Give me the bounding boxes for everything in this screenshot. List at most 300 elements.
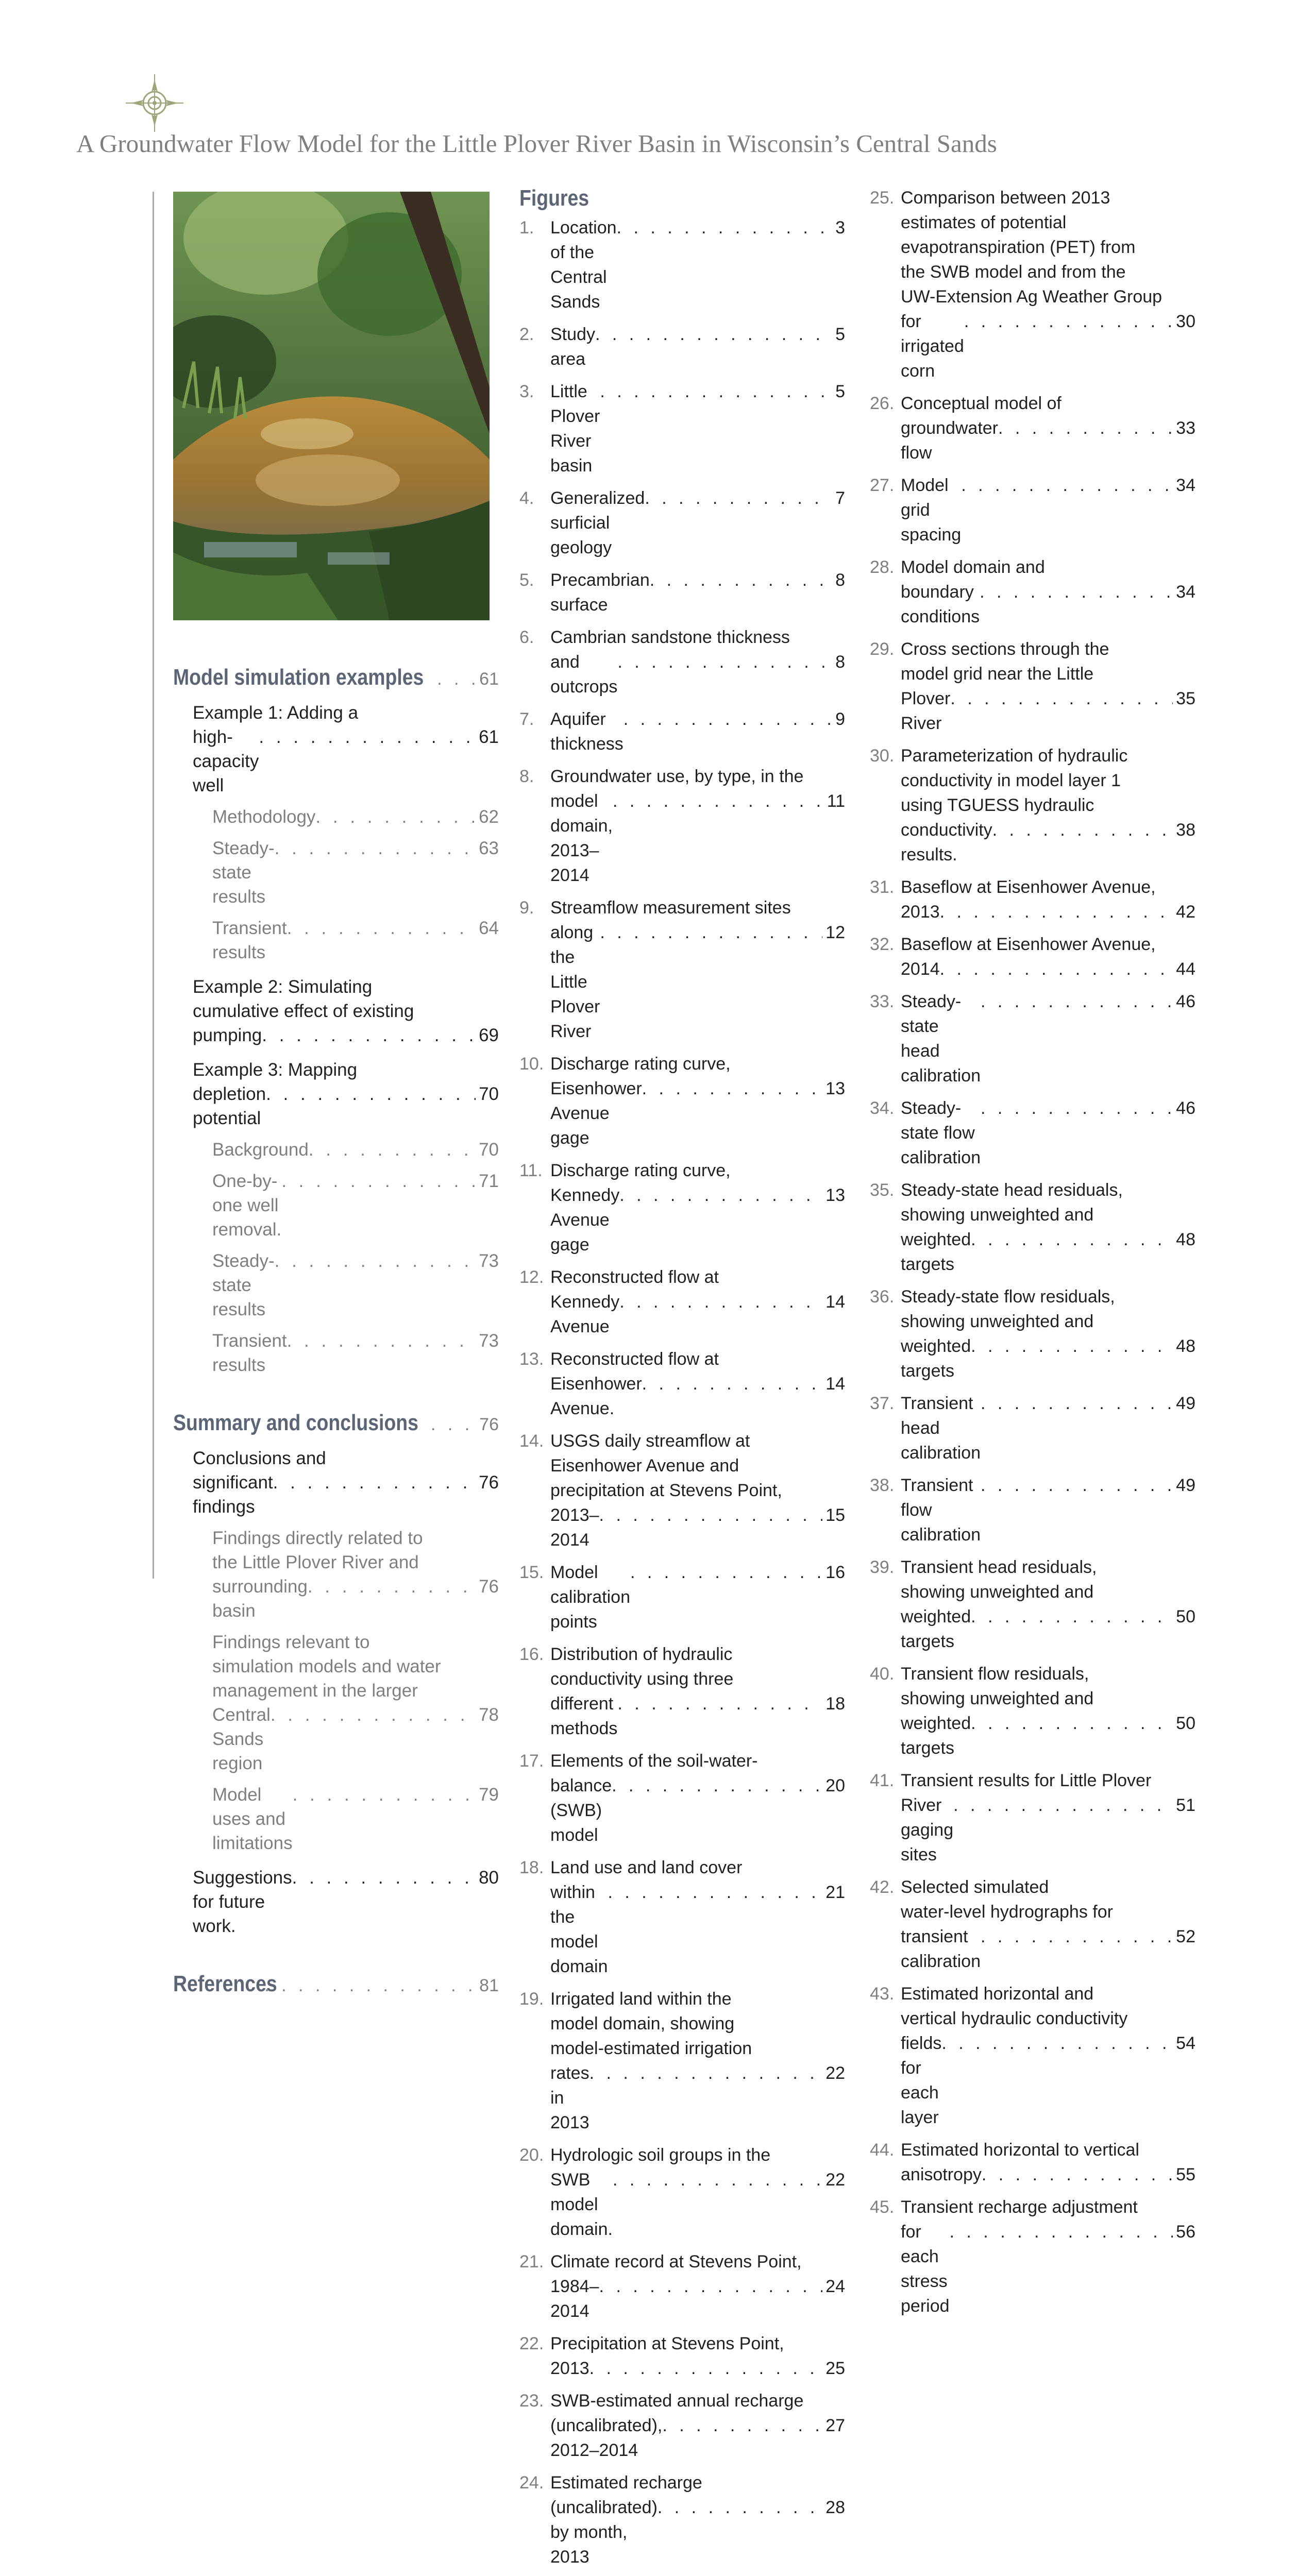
figure-caption	[550, 1987, 845, 2135]
page-number: 56	[1176, 2222, 1195, 2242]
page-number: 38	[1176, 820, 1195, 840]
figure-entry[interactable]	[870, 1555, 1195, 1654]
figure-entry[interactable]	[870, 1981, 1195, 2130]
figure-caption-label-line: Elements of the soil-water-	[550, 1751, 758, 1771]
figure-number: 1.	[519, 218, 534, 238]
figure-caption-last-line	[901, 957, 1195, 981]
toc-subentry-label-line: simulation models and water	[212, 1656, 441, 1676]
dot-leader	[617, 215, 833, 240]
figure-entry[interactable]	[519, 707, 845, 756]
dot-leader	[617, 1691, 822, 1716]
figure-number: 12.	[519, 1267, 544, 1287]
figure-entry[interactable]	[519, 1429, 845, 1552]
figure-entry[interactable]	[519, 2143, 845, 2242]
dot-leader	[292, 1866, 476, 1890]
figure-caption-label-line: Land use and land cover	[550, 1858, 743, 1877]
page-number: 18	[826, 1694, 845, 1714]
figure-caption-label-line: 2013	[550, 2359, 589, 2378]
figure-caption-label-line: Selected simulated	[901, 1877, 1049, 1897]
toc-entry-label-line: cumulative effect of existing	[193, 1001, 414, 1021]
toc-subentry-last-line	[212, 1574, 499, 1623]
figure-caption-label-line: Hydrologic soil groups in the	[550, 2145, 771, 2165]
figure-caption	[550, 1642, 845, 1741]
figure-caption	[550, 322, 845, 371]
page-number: 22	[826, 2170, 845, 2190]
figure-caption-last-line	[550, 2061, 845, 2135]
dot-leader	[315, 805, 476, 829]
figure-number: 13.	[519, 1349, 544, 1369]
figure-caption-label-line: anisotropy	[901, 2165, 982, 2184]
figure-entry[interactable]	[519, 2470, 845, 2569]
figure-number: 3.	[519, 382, 534, 401]
figure-caption-label-line: water-level hydrographs for	[901, 1902, 1113, 1922]
figure-number: 24.	[519, 2473, 544, 2493]
figure-entry[interactable]	[870, 1662, 1195, 1760]
toc-subentry[interactable]	[212, 1169, 499, 1242]
dot-leader	[981, 1096, 1173, 1121]
figure-entry[interactable]	[519, 379, 845, 478]
toc-entry-last-line	[193, 725, 499, 798]
toc-subentry-label-line: Steady-state results	[212, 838, 275, 907]
figure-entry[interactable]	[519, 1642, 845, 1741]
figure-entry[interactable]	[519, 625, 845, 699]
figure-caption-last-line	[550, 1773, 845, 1848]
page-number: 5	[835, 382, 845, 401]
figure-entry[interactable]	[519, 895, 845, 1044]
page-number: 49	[1176, 1476, 1195, 1495]
dot-leader	[982, 2162, 1173, 2187]
figure-caption	[550, 1052, 845, 1150]
dot-leader	[619, 1290, 822, 1314]
page-number: 73	[479, 1251, 499, 1271]
figure-caption-last-line	[550, 486, 845, 560]
figure-entry[interactable]	[519, 1855, 845, 1979]
page-number: 42	[1176, 902, 1195, 922]
figure-caption	[901, 555, 1195, 629]
figure-entry[interactable]	[519, 2249, 845, 2324]
figure-entry[interactable]	[519, 486, 845, 560]
dot-leader	[971, 1334, 1173, 1359]
dot-leader	[619, 1183, 822, 1208]
figure-entry[interactable]	[870, 637, 1195, 736]
figure-caption-last-line	[901, 1924, 1195, 1974]
page-number: 80	[479, 1868, 499, 1888]
figure-caption-label-line: Estimated horizontal and	[901, 1984, 1094, 2004]
toc-entry-label-line: Conclusions and	[193, 1448, 326, 1468]
figure-caption-label-line: conductivity using three	[550, 1669, 734, 1689]
figure-caption	[550, 1560, 845, 1634]
figure-number: 4.	[519, 488, 534, 508]
figure-entry[interactable]	[870, 185, 1195, 383]
figure-number: 26.	[870, 394, 895, 413]
figure-caption-last-line	[901, 686, 1195, 736]
figure-caption	[901, 1662, 1195, 1760]
page-number: 81	[479, 1976, 499, 1995]
page-number: 33	[1176, 418, 1195, 438]
figure-caption-last-line	[550, 1076, 845, 1150]
page-number: 52	[1176, 1927, 1195, 1946]
toc-entry-last-line	[193, 1082, 499, 1130]
toc-subentry-label-line: Findings relevant to	[212, 1632, 370, 1652]
toc-subentry-last-line	[212, 1169, 499, 1242]
toc-subentry[interactable]	[212, 1526, 499, 1623]
figure-number: 31.	[870, 877, 895, 897]
page-number: 28	[826, 2498, 845, 2517]
page-number: 71	[479, 1171, 499, 1191]
toc-entry-label-line: high-capacity well	[193, 727, 259, 795]
figure-number: 36.	[870, 1287, 895, 1307]
figure-caption-last-line	[901, 2162, 1195, 2187]
figure-caption-last-line	[550, 568, 845, 617]
figure-caption-label-line: Model grid spacing	[901, 476, 962, 545]
figure-caption-last-line	[901, 1334, 1195, 1383]
figure-caption	[901, 1555, 1195, 1654]
toc-section-heading[interactable]	[173, 665, 499, 690]
figure-entry[interactable]	[870, 555, 1195, 629]
figure-number: 33.	[870, 992, 895, 1011]
figure-caption-label-line: Baseflow at Eisenhower Avenue,	[901, 935, 1156, 954]
figure-caption	[550, 1158, 845, 1257]
figure-caption-label-line: fields for each layer	[901, 2033, 942, 2127]
figure-caption-label-line: (uncalibrated) by month, 2013	[550, 2498, 658, 2567]
dot-leader	[981, 1473, 1173, 1498]
toc-entry[interactable]	[193, 1866, 499, 1938]
figure-entry[interactable]	[870, 1284, 1195, 1383]
dot-leader	[273, 1470, 476, 1495]
figure-caption-label-line: Transient head residuals,	[901, 1557, 1097, 1577]
dot-leader	[259, 725, 476, 749]
figure-entry[interactable]	[519, 568, 845, 617]
figure-number: 5.	[519, 570, 534, 590]
figure-caption-label-line: Transient flow calibration	[901, 1476, 981, 1545]
figure-caption-label-line: Transient results for Little Plover	[901, 1771, 1152, 1790]
toc-subentry-last-line	[212, 836, 499, 909]
figure-caption-label-line: along the Little Plover River	[550, 923, 600, 1041]
page-number: 61	[479, 669, 499, 689]
figure-caption	[550, 764, 845, 888]
figure-caption	[901, 1284, 1195, 1383]
dot-leader	[961, 473, 1173, 498]
page-number: 30	[1176, 312, 1195, 331]
figure-number: 15.	[519, 1563, 544, 1582]
figure-entry[interactable]	[870, 989, 1195, 1088]
toc-subentry-last-line	[212, 1329, 499, 1377]
figure-caption-last-line	[550, 379, 845, 478]
dot-leader	[589, 2061, 823, 2086]
figure-caption-label-line: Conceptual model of	[901, 394, 1062, 413]
figure-entry[interactable]	[519, 322, 845, 371]
figure-number: 17.	[519, 1751, 544, 1771]
dot-leader	[624, 707, 832, 732]
figure-number: 30.	[870, 746, 895, 766]
figure-caption-label-line: estimates of potential	[901, 213, 1067, 232]
toc-subentry[interactable]	[212, 1329, 499, 1377]
figure-entry[interactable]	[519, 2331, 845, 2381]
figure-caption-last-line	[901, 416, 1195, 465]
page-number: 5	[835, 325, 845, 344]
page-number: 15	[826, 1505, 845, 1525]
figure-entry[interactable]	[870, 1096, 1195, 1170]
dot-leader	[964, 309, 1173, 334]
figure-caption-last-line	[550, 2356, 845, 2381]
page-number: 46	[1176, 1098, 1195, 1118]
toc-entry-last-line	[193, 1023, 499, 1047]
dot-leader	[971, 1604, 1173, 1629]
page-number: 55	[1176, 2165, 1195, 2184]
vertical-rule	[153, 192, 154, 1579]
figure-entry[interactable]	[519, 1987, 845, 2135]
figure-caption-label-line: UW-Extension Ag Weather Group	[901, 287, 1163, 307]
figure-number: 21.	[519, 2252, 544, 2272]
toc-subentry-last-line	[212, 1138, 499, 1162]
page-number: 51	[1176, 1795, 1195, 1815]
dot-leader	[293, 1783, 476, 1807]
figure-number: 14.	[519, 1431, 544, 1451]
figures-heading: Figures	[519, 185, 589, 211]
page-number: 20	[826, 1776, 845, 1795]
figure-caption-label-line: Steady-state head calibration	[901, 992, 981, 1086]
page-number: 70	[479, 1140, 499, 1160]
toc-subentry[interactable]	[212, 1783, 499, 1855]
figure-caption-label-line: model domain, 2013–2014	[550, 791, 613, 885]
figure-entry[interactable]	[870, 932, 1195, 981]
figure-caption-label-line: Reconstructed flow at	[550, 1267, 719, 1287]
figure-caption-last-line	[901, 1227, 1195, 1277]
figure-caption-label-line: Irrigated land within the	[550, 1989, 732, 2009]
figure-caption	[901, 2138, 1195, 2187]
toc-subentry[interactable]	[212, 836, 499, 909]
figure-caption	[901, 743, 1195, 867]
toc-subentry-label-line: Transient results	[212, 1331, 287, 1375]
figure-entry[interactable]	[870, 1875, 1195, 1974]
contents-column	[173, 665, 499, 1997]
dot-leader	[998, 416, 1173, 440]
page-number: 50	[1176, 1607, 1195, 1626]
figure-caption	[550, 1429, 845, 1552]
figure-caption	[901, 1178, 1195, 1277]
figure-number: 35.	[870, 1180, 895, 1200]
figure-caption-label-line: Distribution of hydraulic	[550, 1645, 733, 1664]
figure-number: 22.	[519, 2334, 544, 2353]
figure-caption-label-line: Eisenhower Avenue gage	[550, 1079, 642, 1148]
figure-number: 34.	[870, 1098, 895, 1118]
page-number: 8	[835, 652, 845, 672]
figure-number: 27.	[870, 476, 895, 495]
figure-entry[interactable]	[519, 1265, 845, 1339]
toc-entry[interactable]	[193, 1446, 499, 1519]
figure-caption-label-line: 1984–2014	[550, 2277, 599, 2321]
toc-entry-label-line: pumping	[193, 1025, 262, 1045]
figure-caption-label-line: showing unweighted and	[901, 1312, 1094, 1331]
figure-entry[interactable]	[519, 1052, 845, 1150]
figure-entry[interactable]	[519, 215, 845, 314]
figure-caption-label-line: model-estimated irrigation	[550, 2039, 752, 2058]
toc-subentry[interactable]	[212, 916, 499, 964]
page-number: 22	[826, 2063, 845, 2083]
figure-caption-label-line: Discharge rating curve,	[550, 1054, 731, 1074]
figure-number: 11.	[519, 1161, 543, 1180]
figure-caption-last-line	[901, 818, 1195, 867]
figure-number: 18.	[519, 1858, 544, 1877]
figure-caption-label-line: precipitation at Stevens Point,	[550, 1481, 782, 1500]
figure-caption-label-line: USGS daily streamflow at	[550, 1431, 750, 1451]
figure-caption-label-line: Precipitation at Stevens Point,	[550, 2334, 784, 2353]
figure-number: 19.	[519, 1989, 544, 2009]
toc-subentry[interactable]	[212, 805, 499, 829]
figures-column-2	[870, 185, 1195, 2326]
figure-caption-label-line: showing unweighted and	[901, 1582, 1094, 1602]
toc-subentry[interactable]	[212, 1630, 499, 1775]
dot-leader	[287, 1329, 476, 1353]
toc-subentry[interactable]	[212, 1249, 499, 1321]
figure-caption	[901, 989, 1195, 1088]
figure-number: 7.	[519, 709, 534, 729]
figure-entry[interactable]	[870, 1178, 1195, 1277]
toc-entry-label-line: Example 3: Mapping	[193, 1060, 358, 1080]
figure-number: 9.	[519, 898, 534, 918]
figure-caption-label-line: Comparison between 2013	[901, 188, 1110, 208]
page-number: 49	[1176, 1394, 1195, 1413]
figure-caption-last-line	[550, 650, 845, 699]
figure-caption-last-line	[550, 2413, 845, 2463]
page-number: 50	[1176, 1714, 1195, 1733]
toc-section-heading[interactable]	[173, 1410, 499, 1436]
page-number: 34	[1176, 582, 1195, 602]
figure-caption-last-line	[550, 1183, 845, 1257]
dot-leader	[658, 2495, 822, 2520]
figure-number: 39.	[870, 1557, 895, 1577]
figure-entry[interactable]	[870, 875, 1195, 924]
figure-entry[interactable]	[519, 2388, 845, 2463]
dot-leader	[275, 1249, 476, 1273]
toc-subentry-label-line: Transient results	[212, 918, 287, 962]
figure-entry[interactable]	[870, 473, 1195, 547]
figure-entry[interactable]	[870, 2138, 1195, 2187]
dot-leader	[281, 1169, 476, 1193]
page-number: 14	[826, 1374, 845, 1394]
figure-caption-label-line: Baseflow at Eisenhower Avenue,	[901, 877, 1156, 897]
dot-leader	[650, 568, 832, 592]
figure-entry[interactable]	[519, 1347, 845, 1421]
figure-caption-label-line: Transient recharge adjustment	[901, 2197, 1138, 2217]
figure-caption-label-line: weighted targets	[901, 1336, 971, 1381]
figure-caption-label-line: Reconstructed flow at	[550, 1349, 719, 1369]
figure-entry[interactable]	[870, 1768, 1195, 1867]
toc-subentry[interactable]	[212, 1138, 499, 1162]
dot-leader	[599, 2274, 823, 2299]
figure-caption-label-line: Kennedy Avenue	[550, 1292, 620, 1336]
figure-caption-last-line	[901, 309, 1195, 383]
figure-caption	[550, 2470, 845, 2569]
figure-caption	[550, 2249, 845, 2324]
figure-caption-label-line: Location of the Central Sands	[550, 218, 617, 312]
toc-entry[interactable]	[193, 1058, 499, 1130]
figure-entry[interactable]	[870, 743, 1195, 867]
figure-caption	[550, 486, 845, 560]
figure-entry[interactable]	[870, 1473, 1195, 1547]
dot-leader	[941, 2031, 1173, 2056]
page-number: 3	[835, 218, 845, 238]
dot-leader	[600, 379, 832, 404]
figure-caption-label-line: SWB model domain.	[550, 2170, 613, 2239]
toc-entry[interactable]	[193, 975, 499, 1047]
figure-caption-label-line: 2013	[901, 902, 940, 922]
dot-leader	[599, 1503, 823, 1528]
figure-entry[interactable]	[519, 1560, 845, 1634]
figure-caption	[901, 875, 1195, 924]
dot-leader	[308, 1574, 476, 1599]
figure-caption-last-line	[901, 2031, 1195, 2130]
dot-leader	[980, 580, 1173, 604]
figure-caption	[550, 379, 845, 478]
page-number: 70	[479, 1084, 499, 1104]
toc-entry[interactable]	[193, 701, 499, 798]
toc-subentry-label-line: Central Sands region	[212, 1705, 271, 1773]
figure-entry[interactable]	[519, 764, 845, 888]
page-number: 48	[1176, 1230, 1195, 1249]
figure-caption-label-line: Steady-state flow residuals,	[901, 1287, 1115, 1307]
figure-caption	[550, 1265, 845, 1339]
figure-caption-last-line	[550, 2167, 845, 2242]
figure-caption-label-line: Cross sections through the	[901, 639, 1109, 659]
figure-caption-label-line: transient calibration	[901, 1927, 981, 1971]
figure-caption-last-line	[901, 1711, 1195, 1760]
figure-caption-label-line: Parameterization of hydraulic	[901, 746, 1128, 766]
figure-entry[interactable]	[870, 2195, 1195, 2318]
toc-subentry-last-line	[212, 1703, 499, 1775]
dot-leader	[612, 1773, 822, 1798]
figure-number: 2.	[519, 325, 534, 344]
figure-caption-label-line: the SWB model and from the	[901, 262, 1126, 282]
dot-leader	[940, 900, 1173, 924]
figure-caption	[901, 932, 1195, 981]
dot-leader	[617, 650, 832, 674]
figure-caption-label-line: Plover River	[901, 689, 951, 733]
page-number: 25	[826, 2359, 845, 2378]
toc-subentry-label-line: Findings directly related to	[212, 1528, 423, 1548]
toc-section-title: Model simulation examples	[173, 665, 424, 690]
figure-caption-last-line	[550, 1290, 845, 1339]
figure-caption-label-line: River gaging sites	[901, 1795, 954, 1865]
figure-caption-last-line	[550, 707, 845, 756]
dot-leader	[266, 1082, 476, 1106]
dot-leader	[600, 920, 822, 945]
figure-entry[interactable]	[519, 1749, 845, 1848]
figure-number: 41.	[870, 1771, 895, 1790]
toc-section-heading[interactable]	[173, 1971, 499, 1997]
page-number: 34	[1176, 476, 1195, 495]
figure-caption-last-line	[550, 1503, 845, 1552]
running-title: A Groundwater Flow Model for the Little Plover River Basin in Wisconsin’s Central Sands	[76, 129, 997, 158]
dot-leader	[940, 957, 1173, 981]
page-number: 14	[826, 1292, 845, 1312]
dot-leader	[662, 2413, 822, 2438]
figure-entry[interactable]	[519, 1158, 845, 1257]
dot-leader	[595, 322, 832, 347]
page-number: 78	[479, 1705, 499, 1725]
figure-caption-label-line: showing unweighted and	[901, 1689, 1094, 1708]
figure-caption-last-line	[550, 1560, 845, 1634]
figure-entry[interactable]	[870, 391, 1195, 465]
page-number: 35	[1176, 689, 1195, 708]
figure-entry[interactable]	[870, 1391, 1195, 1465]
figure-caption	[550, 215, 845, 314]
figure-caption-label-line: SWB-estimated annual recharge	[550, 2391, 804, 2411]
figure-caption-label-line: for each stress period	[901, 2222, 950, 2316]
figure-caption-label-line: Estimated horizontal to vertical	[901, 2140, 1139, 2160]
figure-caption-label-line: Precambrian surface	[550, 570, 650, 615]
dot-leader	[642, 1371, 823, 1396]
